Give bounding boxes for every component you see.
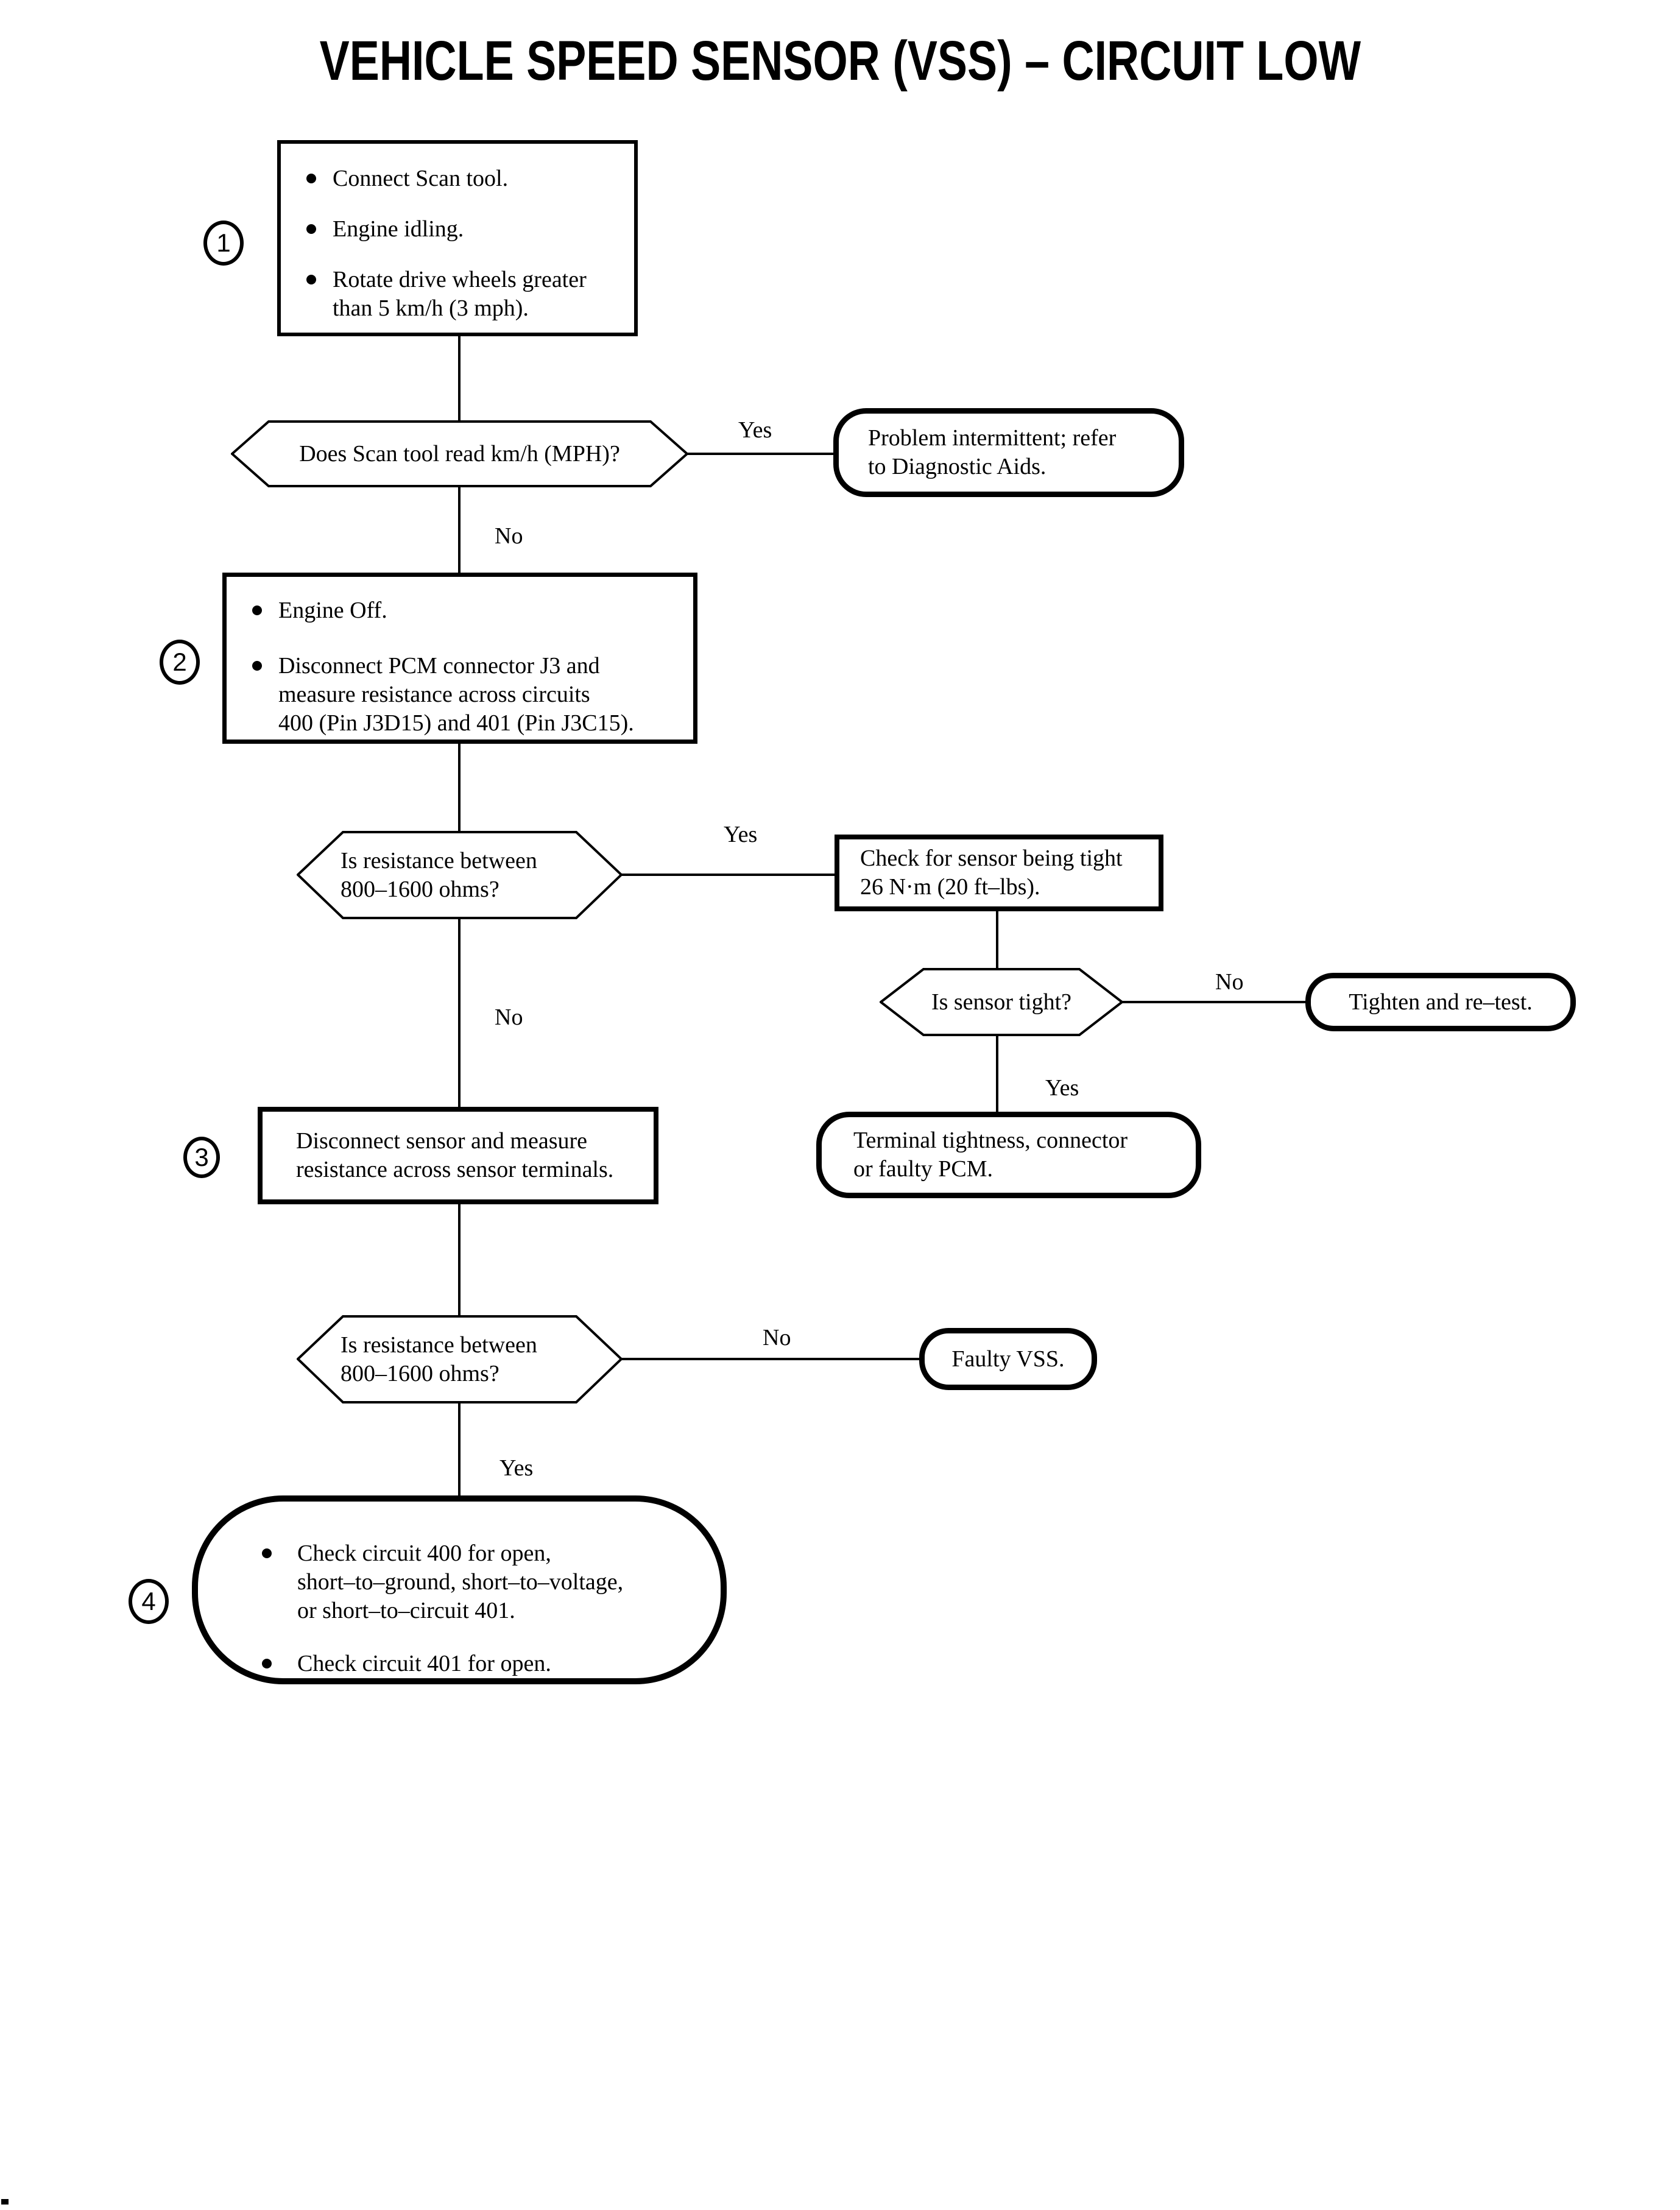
connector-line <box>458 1203 461 1316</box>
terminator-text: Terminal tightness, connector <box>853 1128 1128 1153</box>
terminator-faulty-vss <box>919 1328 1097 1390</box>
terminator-problem-intermittent <box>833 408 1184 497</box>
connector-line <box>687 453 835 455</box>
terminator-text: Tighten and re–test. <box>1349 989 1533 1015</box>
page-title: VEHICLE SPEED SENSOR (VSS) – CIRCUIT LOW <box>319 30 1361 92</box>
connector-line <box>996 1035 998 1113</box>
bullet-icon <box>306 275 316 284</box>
connector-line <box>458 918 461 1108</box>
terminator-text: Faulty VSS. <box>951 1346 1065 1372</box>
bullet-item <box>306 164 624 193</box>
bullet-item <box>262 1539 699 1625</box>
step-marker-1 <box>203 221 244 266</box>
title-row <box>0 29 1680 93</box>
decision-text: Does Scan tool read km/h (MPH)? <box>299 440 620 467</box>
branch-label-yes: Yes <box>499 1455 534 1481</box>
bullet-icon <box>262 1548 272 1558</box>
decision-text: Is sensor tight? <box>931 989 1072 1015</box>
bullet-text: 400 (Pin J3D15) and 401 (Pin J3C15). <box>278 710 634 736</box>
bullet-text: measure resistance across circuits <box>278 682 590 707</box>
process-box-pcm-connector <box>222 573 697 744</box>
connector-line <box>458 743 461 832</box>
step-marker-label: 4 <box>141 1587 156 1615</box>
branch-label-no: No <box>1215 969 1244 995</box>
branch-label-yes: Yes <box>1045 1075 1079 1101</box>
step-marker-2 <box>160 640 200 685</box>
terminator-text: or faulty PCM. <box>853 1156 994 1182</box>
branch-label-no: No <box>495 523 523 549</box>
bullet-text: short–to–ground, short–to–voltage, <box>297 1569 624 1595</box>
terminator-tighten-retest <box>1305 973 1576 1031</box>
step-marker-label: 1 <box>216 228 231 257</box>
process-text: Check for sensor being tight <box>860 846 1123 871</box>
bullet-text: Rotate drive wheels greater <box>333 267 587 292</box>
process-text: 26 N·m (20 ft–lbs). <box>860 874 1040 900</box>
bullet-icon <box>262 1659 272 1668</box>
branch-label-yes: Yes <box>724 822 758 847</box>
bullet-item <box>262 1650 699 1678</box>
step-marker-3 <box>183 1137 220 1178</box>
connector-line <box>458 335 461 422</box>
process-box-check-sensor-tight <box>835 835 1163 911</box>
decision-text: 800–1600 ohms? <box>341 1360 499 1386</box>
decision-text: 800–1600 ohms? <box>341 876 499 902</box>
process-box-check-circuits <box>192 1495 727 1684</box>
decision-resistance-2 <box>297 1315 623 1403</box>
bullet-text: Connect Scan tool. <box>333 166 509 191</box>
step-marker-label: 3 <box>194 1143 209 1171</box>
bullet-icon <box>306 224 316 234</box>
connector-line <box>458 486 461 574</box>
process-box-disconnect-sensor <box>258 1107 658 1204</box>
step-marker-4 <box>129 1579 169 1624</box>
scan-artifact-dot <box>1 2199 9 2205</box>
decision-resistance-1 <box>297 831 623 919</box>
decision-sensor-tight <box>880 968 1123 1036</box>
bullet-icon <box>252 661 262 671</box>
process-text: resistance across sensor terminals. <box>296 1157 614 1182</box>
branch-label-no: No <box>495 1004 523 1030</box>
bullet-text: Check circuit 400 for open, <box>297 1541 551 1566</box>
bullet-text: Check circuit 401 for open. <box>297 1651 551 1676</box>
bullet-icon <box>306 174 316 183</box>
decision-text: Is resistance between <box>341 1332 537 1358</box>
decision-text: Is resistance between <box>341 847 537 874</box>
connector-line <box>621 874 836 876</box>
connector-line <box>458 1402 461 1497</box>
terminator-text: Problem intermittent; refer <box>868 425 1117 451</box>
step-marker-label: 2 <box>172 648 187 676</box>
process-box-scan-tool <box>277 140 638 336</box>
bullet-item <box>252 596 683 625</box>
terminator-terminal-tightness <box>816 1112 1201 1198</box>
connector-line <box>1122 1001 1307 1003</box>
connector-line <box>621 1358 920 1360</box>
bullet-text: or short–to–circuit 401. <box>297 1598 515 1623</box>
bullet-text: Engine idling. <box>333 216 464 242</box>
bullet-text: Engine Off. <box>278 598 387 623</box>
bullet-item <box>306 215 624 244</box>
decision-scan-reads <box>231 420 688 487</box>
bullet-text: than 5 km/h (3 mph). <box>333 295 529 321</box>
bullet-icon <box>252 605 262 615</box>
connector-line <box>996 910 998 969</box>
bullet-item <box>306 266 624 323</box>
bullet-item <box>252 652 683 738</box>
branch-label-yes: Yes <box>738 417 772 443</box>
bullet-text: Disconnect PCM connector J3 and <box>278 653 600 679</box>
branch-label-no: No <box>763 1325 791 1350</box>
process-text: Disconnect sensor and measure <box>296 1128 588 1154</box>
terminator-text: to Diagnostic Aids. <box>868 454 1046 479</box>
